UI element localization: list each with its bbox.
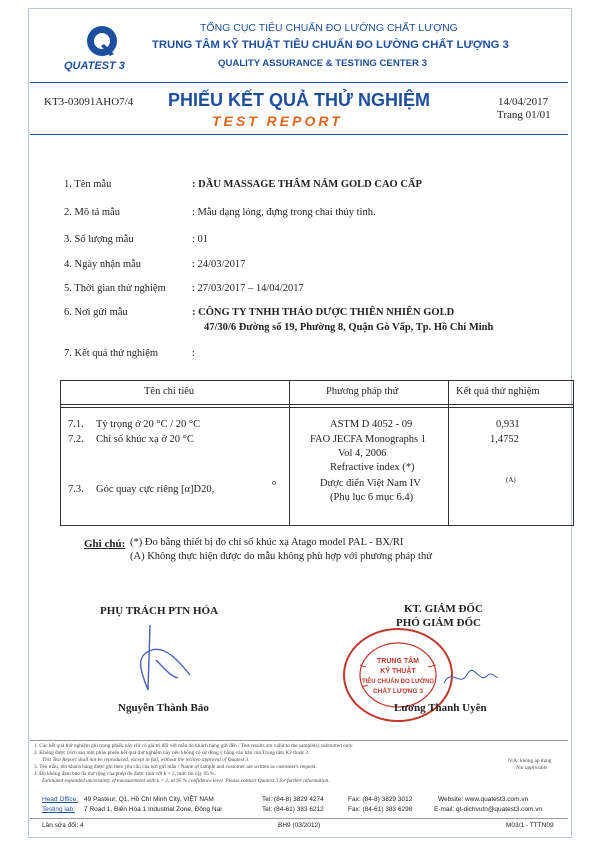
field-label: 1. Tên mẫu	[64, 179, 112, 190]
head-office-website: Website: www.quatest3.com.vn	[438, 796, 529, 803]
footer-na: N/A: không áp dụng	[508, 758, 552, 764]
svg-text:TIÊU CHUẨN ĐO LƯỜNG: TIÊU CHUẨN ĐO LƯỜNG	[361, 679, 435, 685]
row-number: 7.1.	[68, 419, 84, 430]
table-header-method: Phương pháp thử	[326, 386, 399, 397]
footer-fine-4: 3. Tên mẫu, tên khách hàng được ghi theo yêu cầu của nơi gửi mẫu / Name of sample and customer are written as customer's request.	[34, 764, 317, 770]
table-header-rule	[60, 404, 574, 405]
field-value: : 01	[192, 234, 209, 245]
table-col-divider-2	[448, 380, 449, 526]
row-method-line3: Refractive index (*)	[330, 462, 415, 473]
signature-left	[130, 620, 200, 695]
row-result: 0,931	[496, 419, 520, 430]
footer-fine-2: 2. Không được trích sao một phần phiếu kết quả thử nghiệm này nếu không có sự đồng ý bằng văn bản của Trung tâm Kỹ thuật 3.	[34, 750, 310, 756]
field-value: : 27/03/2017 – 14/04/2017	[192, 283, 304, 294]
lab-address: 7 Road 1, Biên Hòa 1 Industrial Zone, Đồng Nai	[84, 806, 222, 813]
field-label: 4. Ngày nhận mẫu	[64, 259, 141, 270]
head-office-tel: Tel: (84-8) 3829 4274	[262, 796, 324, 803]
page-number: Trang 01/01	[497, 109, 551, 121]
svg-text:CHẤT LƯỢNG 3: CHẤT LƯỢNG 3	[373, 688, 423, 695]
degree-mark: o	[272, 478, 276, 487]
form-code: BH9 (03/2012)	[278, 822, 321, 829]
svg-text:TRUNG TÂM: TRUNG TÂM	[377, 658, 419, 665]
head-office-label: Head Office:	[42, 796, 79, 803]
right-signatory-name: Lương Thanh Uyên	[394, 702, 487, 714]
row-method: Dược điển Việt Nam IV	[320, 478, 421, 489]
row-method-line2: (Phụ lục 6 mục 6.4)	[330, 492, 414, 503]
field-value: : 24/03/2017	[192, 259, 246, 270]
row-name: Góc quay cực riêng [α]D20,	[96, 484, 215, 495]
row-method: FAO JECFA Monographs 1	[310, 434, 426, 445]
report-date: 14/04/2017	[498, 96, 549, 108]
notes-line2: (A) Không thực hiện được do mẫu không phù hợp với phương pháp thử	[130, 551, 432, 562]
lab-email: E-mail: qt-dichvutn@quatest3.com.vn	[434, 806, 543, 813]
lab-fax: Fax: (84-61) 383 6298	[348, 806, 413, 813]
footer-fine-1: 1. Các kết quả thử nghiệm ghi trong phiếu này chỉ có giá trị đối với mẫu do khách hàng gửi đến / Test results are valid to the sample(s) submitted only.	[34, 743, 354, 749]
quatest-logo	[64, 20, 140, 76]
signature-right	[440, 655, 500, 695]
field-label: 7. Kết quả thử nghiệm	[64, 348, 159, 359]
field-label: 6. Nơi gửi mẫu	[64, 307, 128, 318]
notes-line1: (*) Đo bằng thiết bị đo chỉ số khúc xạ Atago model PAL - BX/RI	[130, 537, 404, 548]
field-value: : Mẫu dạng lỏng, đựng trong chai thủy tinh.	[192, 207, 376, 218]
title-vn: PHIẾU KẾT QUẢ THỬ NGHIỆM	[168, 90, 430, 110]
field-value: :	[192, 348, 195, 359]
field-label: 5. Thời gian thử nghiệm	[64, 283, 166, 294]
doc-code: KT3-03091AHO7/4	[44, 96, 134, 108]
left-signatory-name: Nguyễn Thành Bảo	[118, 702, 209, 714]
field-label: 3. Số lượng mẫu	[64, 234, 134, 245]
lab-tel: Tel: (84-61) 383 6212	[262, 806, 324, 813]
field-value: : CÔNG TY TNHH THẢO DƯỢC THIÊN NHIÊN GOLD	[192, 307, 455, 318]
field-value-address: 47/30/6 Đường số 19, Phường 8, Quận Gò Vấp, Tp. Hồ Chí Minh	[204, 322, 494, 333]
footer-fine-5: 4. Độ không đảm bảo đo mở rộng của phép đo được tính với k = 2, mức tin cậy 95 %.	[34, 771, 216, 777]
footer-divider	[30, 740, 568, 741]
row-result: (A)	[506, 476, 516, 484]
footer-na-en: Not applicable	[516, 765, 548, 771]
table-header-result: Kết quả thử nghiệm	[456, 386, 540, 397]
header-divider-bottom	[30, 134, 568, 135]
table-col-divider-1	[289, 380, 290, 526]
head-office-address: 49 Pasteur, Q1, Hồ Chí Minh City, VIỆT NAM	[84, 796, 214, 803]
field-value: : DẦU MASSAGE THÂM NÁM GOLD CAO CẤP	[192, 179, 422, 190]
svg-text:KỸ THUẬT: KỸ THUẬT	[380, 668, 416, 675]
org-line3: QUALITY ASSURANCE & TESTING CENTER 3	[218, 58, 427, 69]
field-label: 2. Mô tả mẫu	[64, 207, 120, 218]
revision-number: Lần sửa đổi: 4	[42, 822, 84, 829]
header-divider-top	[30, 82, 568, 83]
doc-form-code: M03/1 - TTTN09	[506, 822, 554, 829]
footer-fine-6: Estimated expanded uncertainty of measurement with k = 2, at 95 % confidence level. Please contact Quatest 3 for further information.	[42, 778, 330, 784]
footer-fine-3: This Test Report shall not be reproduced, except in full, without the written approval of Quatest 3.	[42, 757, 250, 763]
row-name: Tỷ trọng ở 20 °C / 20 °C	[96, 419, 201, 430]
title-en: TEST REPORT	[212, 113, 343, 129]
lab-label: Testing lab:	[42, 806, 75, 813]
logo-text: QUATEST 3	[64, 60, 125, 72]
head-office-fax: Fax: (84-8) 3829 3012	[348, 796, 413, 803]
results-table	[60, 380, 574, 526]
table-header-rule-2	[60, 407, 574, 408]
row-method-line2: Vol 4, 2006	[338, 448, 387, 459]
table-header-name: Tên chỉ tiêu	[144, 386, 195, 397]
footer-divider-bottom	[30, 818, 568, 819]
left-signatory-title: PHỤ TRÁCH PTN HÓA	[100, 605, 219, 617]
row-result: 1,4752	[490, 434, 519, 445]
notes-label: Ghi chú:	[84, 538, 126, 550]
row-name: Chỉ số khúc xạ ở 20 °C	[96, 434, 194, 445]
right-signatory-title1: KT. GIÁM ĐỐC	[404, 603, 483, 615]
row-number: 7.3.	[68, 484, 84, 495]
row-number: 7.2.	[68, 434, 84, 445]
right-signatory-title2: PHÓ GIÁM ĐỐC	[396, 617, 481, 629]
org-line1: TỔNG CỤC TIÊU CHUẨN ĐO LƯỜNG CHẤT LƯỢNG	[200, 22, 458, 34]
org-line2: TRUNG TÂM KỸ THUẬT TIÊU CHUẨN ĐO LƯỜNG CHẤT LƯỢNG 3	[152, 39, 509, 51]
row-method: ASTM D 4052 - 09	[330, 419, 413, 430]
